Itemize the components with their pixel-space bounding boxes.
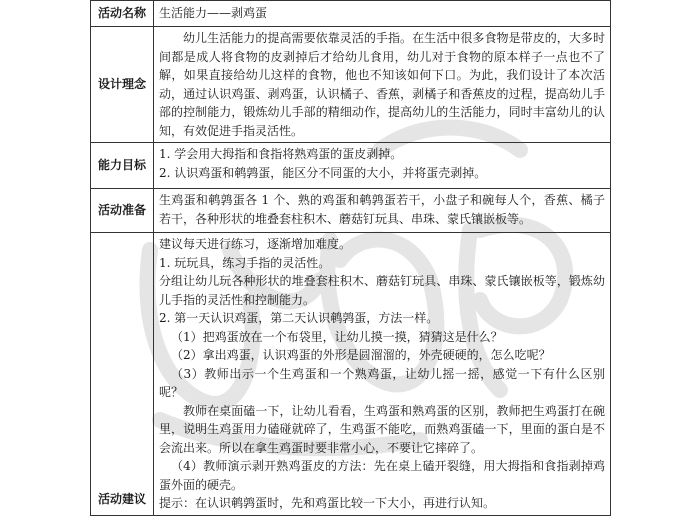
activity-prep-label: 活动准备: [91, 189, 154, 233]
activity-prep-text: 生鸡蛋和鹌鹑蛋各 1 个、熟的鸡蛋和鹌鹑蛋若干，小盘子和碗每人个，香蕉、橘子若干，各种形状的堆叠套柱积木、蘑菇钉玩具、串珠、蒙氏镶嵌板等。: [154, 189, 611, 233]
design-concept-text: 幼儿生活能力的提高需要依靠灵活的手指。在生活中很多食物是带皮的，大多时间都是成人将食物的皮剥掉后才给幼儿食用，幼儿对于食物的原本样子一点也不了解，如果直接给幼儿这样的食物，他也不知该如何下口。为此，我们设计了本次活动，通过认识鸡蛋、剥鸡蛋，认识橘子、香蕉，剥橘子和香蕉皮的过程，提高幼儿手部的控制能力，锻炼幼儿手部的精细动作，提高幼儿的生活能力，同时丰富幼儿的认知，有效促进手指灵活性。: [154, 27, 611, 143]
row-design-concept: [91, 27, 611, 143]
advice-line: 1. 玩玩具，练习手指的灵活性。: [159, 255, 331, 270]
advice-line: 分组让幼儿玩各种形状的堆叠套柱积木、蘑菇钉玩具、串珠、蒙氏镶嵌板等，锻炼幼儿手指的灵活性和控制能力。: [159, 274, 605, 307]
advice-line: 教师在桌面磕一下，让幼儿看看，生鸡蛋和熟鸡蛋的区别，教师把生鸡蛋打在碗里，说明生鸡蛋用力磕碰就碎了，生鸡蛋不能吃，而熟鸡蛋磕一下，里面的蛋白是不会流出来。所以在拿生鸡蛋时要非常小心，不要让它摔碎了。: [159, 403, 605, 455]
advice-line: （3）教师出示一个生鸡蛋和一个熟鸡蛋，让幼儿摇一摇，感觉一下有什么区别呢？: [159, 366, 605, 399]
advice-line: 提示：在认识鹌鹑蛋时，先和鸡蛋比较一下大小，再进行认知。: [159, 496, 496, 510]
ability-goals-list: [154, 143, 611, 189]
activity-name-label: 活动名称: [91, 1, 154, 27]
ability-goals-label: 能力目标: [91, 143, 154, 189]
row-activity-advice: [91, 233, 611, 516]
row-activity-name: [91, 1, 611, 27]
advice-line: 建议每天进行练习，逐渐增加难度。: [159, 237, 352, 251]
activity-advice-text: [154, 233, 611, 516]
activity-advice-label: 活动建议: [91, 233, 154, 516]
activity-name-value: 生活能力——剥鸡蛋: [154, 1, 611, 27]
advice-line: （1）把鸡蛋放在一个布袋里，让幼儿摸一摸，猜猜这是什么？: [171, 329, 503, 344]
row-activity-prep: [91, 189, 611, 233]
goal-item: 1. 学会用大拇指和食指将熟鸡蛋的蛋皮剥掉。: [159, 147, 403, 161]
advice-line: （4）教师演示剥开熟鸡蛋皮的方法：先在桌上磕开裂缝，用大拇指和食指剥掉鸡蛋外面的硬壳。: [159, 459, 605, 492]
advice-line: （2）拿出鸡蛋，认识鸡蛋的外形是圆溜溜的，外壳硬硬的，怎么吃呢？: [171, 348, 551, 362]
design-concept-label: 设计理念: [91, 27, 154, 143]
advice-line: 2. 第一天认识鸡蛋，第二天认识鹌鹑蛋，方法一样。: [159, 311, 439, 325]
row-ability-goals: [91, 143, 611, 189]
activity-plan-table: [90, 0, 611, 516]
goal-item: 2. 认识鸡蛋和鹌鹑蛋，能区分不同蛋的大小，并将蛋壳剥掉。: [159, 165, 487, 180]
